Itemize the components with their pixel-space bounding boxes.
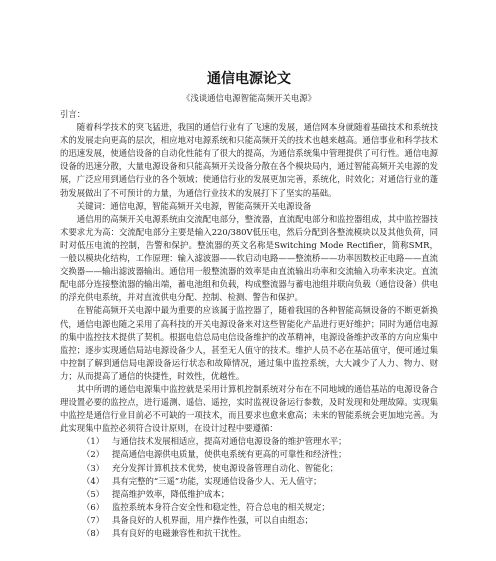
document-subtitle: 《浅谈通信电源智能高频开关电源》 <box>182 93 316 103</box>
list-item <box>60 501 438 514</box>
list-item-text: 监控系统本身符合安全性和稳定性，符合总电的相关规定； <box>112 501 330 512</box>
list-item-text: 具有完整的“三遥”功能，实现通信设备少人、无人值守； <box>112 475 322 486</box>
list-item <box>60 527 438 540</box>
paragraph-keywords: 关键词：通信电源，智能高频开关电源，智能高频开关电源设备 <box>76 200 312 211</box>
list-item-number: （2） <box>82 449 105 460</box>
paragraph-monitoring: 在智能高频开关电源中最为重要的应该属于监控器了，随着我国的各种智能高频设备的不断更新换代，通信电源也随之采用了高科技的开关电源设备来对这些智能化产品进行更好维护；同时为通信电源的集中监控技术提供了契机。根据电信总局电信设备维护的改革精神，电源设备维护改革的方向应集中监控；逐步实现通信局站电源设备少人，甚至无人值守的技术。维护人员不必在基站值守，便可通过集中控制了解到通信局电源设备运行状态和故障情况，通过集中监控系统，大大减少了人力、物力、财力；从而提高了通信的快捷性，时效性，优越性。 <box>60 305 438 381</box>
list-item <box>60 514 438 527</box>
document-body <box>60 108 438 435</box>
list-item-text: 提高维护效率，降低维护成本； <box>112 488 230 499</box>
list-item-number: （7） <box>82 514 105 525</box>
list-item-text: 提高通信电源供电质量，使供电系统有更高的可靠性和经济性； <box>112 449 347 460</box>
list-item-text: 与通信技术发展相适应，提高对通信电源设备的维护管理水平； <box>112 436 347 447</box>
list-item <box>60 462 438 475</box>
paragraph-centralized-monitoring: 其中所谓的通信电源集中监控就是采用计算机控制系统对分布在不同地域的通信基站的电源设备合理设置必要的监控点，进行遥测、遥信、遥控，实时监视设备运行参数，及时发现和处理故障。实现集中监控是通信行业目前必不可缺的一项技术，而且要求也愈来愈高；未来的智能系统会更加地完善。为此实现集中监控必须符合设计原则，在设计过程中要遵循： <box>60 383 438 434</box>
document-title: 通信电源论文 <box>207 71 291 87</box>
list-item <box>60 448 438 461</box>
list-item <box>60 488 438 501</box>
list-item-text: 充分发挥计算机技术优势，使电源设备管理自动化、智能化； <box>112 462 339 473</box>
design-principles-list <box>60 435 438 540</box>
list-item-number: （8） <box>82 528 105 538</box>
list-item-number: （3） <box>82 462 105 473</box>
list-item-text: 具备良好的人机界面，用户操作性强，可以自由组态； <box>112 514 313 525</box>
list-item <box>60 475 438 488</box>
paragraph-intro: 随着科学技术的突飞猛进，我国的通信行业有了飞速的发展，通信网本身就随着基础技术和系统技术的发展走向更高的层次，相应地对电源系统和只能高频开关的技术也越来越高。通信事业和科学技术的迅速发展，使通信设备的自动化性能有了很大的提高，为通信系统集中管理提供了可行性。通信电源设备的迅速分散，大量电源设备和只能高频开关设备分散在各个模块局内，通过智能高频开关电源的发展，广泛应用到通信行业的各个领域；使通信行业的发展更加完善，系统化，时效化；对通信行业的蓬勃发展做出了不可预计的力量，为通信行业技术的发展打下了坚实的基础。 <box>60 122 438 198</box>
list-item-text: 具有良好的电磁兼容性和抗干扰性。 <box>112 528 246 538</box>
list-item-number: （4） <box>82 475 105 486</box>
list-item-number: （1） <box>82 436 105 447</box>
list-item-number: （5） <box>82 488 105 499</box>
paragraph-system-overview: 通信用的高频开关电源系统由交流配电部分，整流器，直流配电部分和监控器组成，其中监控器技术要求尤为高：交流配电部分主要是输入220/380V低压电，然后分配到各整流模块以及其他负荷，同时对低压电流的控制，告警和保护。整流器的英文名称是Switching Mode Rectifier，简称SMR，一般以模块化结构，工作原理：输入滤波器——软启动电路——整流桥——功率因数校正电路——直流交换器——输出滤波器输出。通信用一般整流器的效率是由直流输出功率和交流输入功率来决定。直流配电部分连接整流器的输出端，蓄电池组和负载，构成整流器与蓄电池组并联向负载（通信设备）供电的浮充供电系统，并对直流供电分配、控制、检测、警告和保护。 <box>60 213 438 303</box>
list-item-number: （6） <box>82 501 105 512</box>
paragraph-intro-label: 引言： <box>60 109 86 119</box>
list-item <box>60 435 438 448</box>
